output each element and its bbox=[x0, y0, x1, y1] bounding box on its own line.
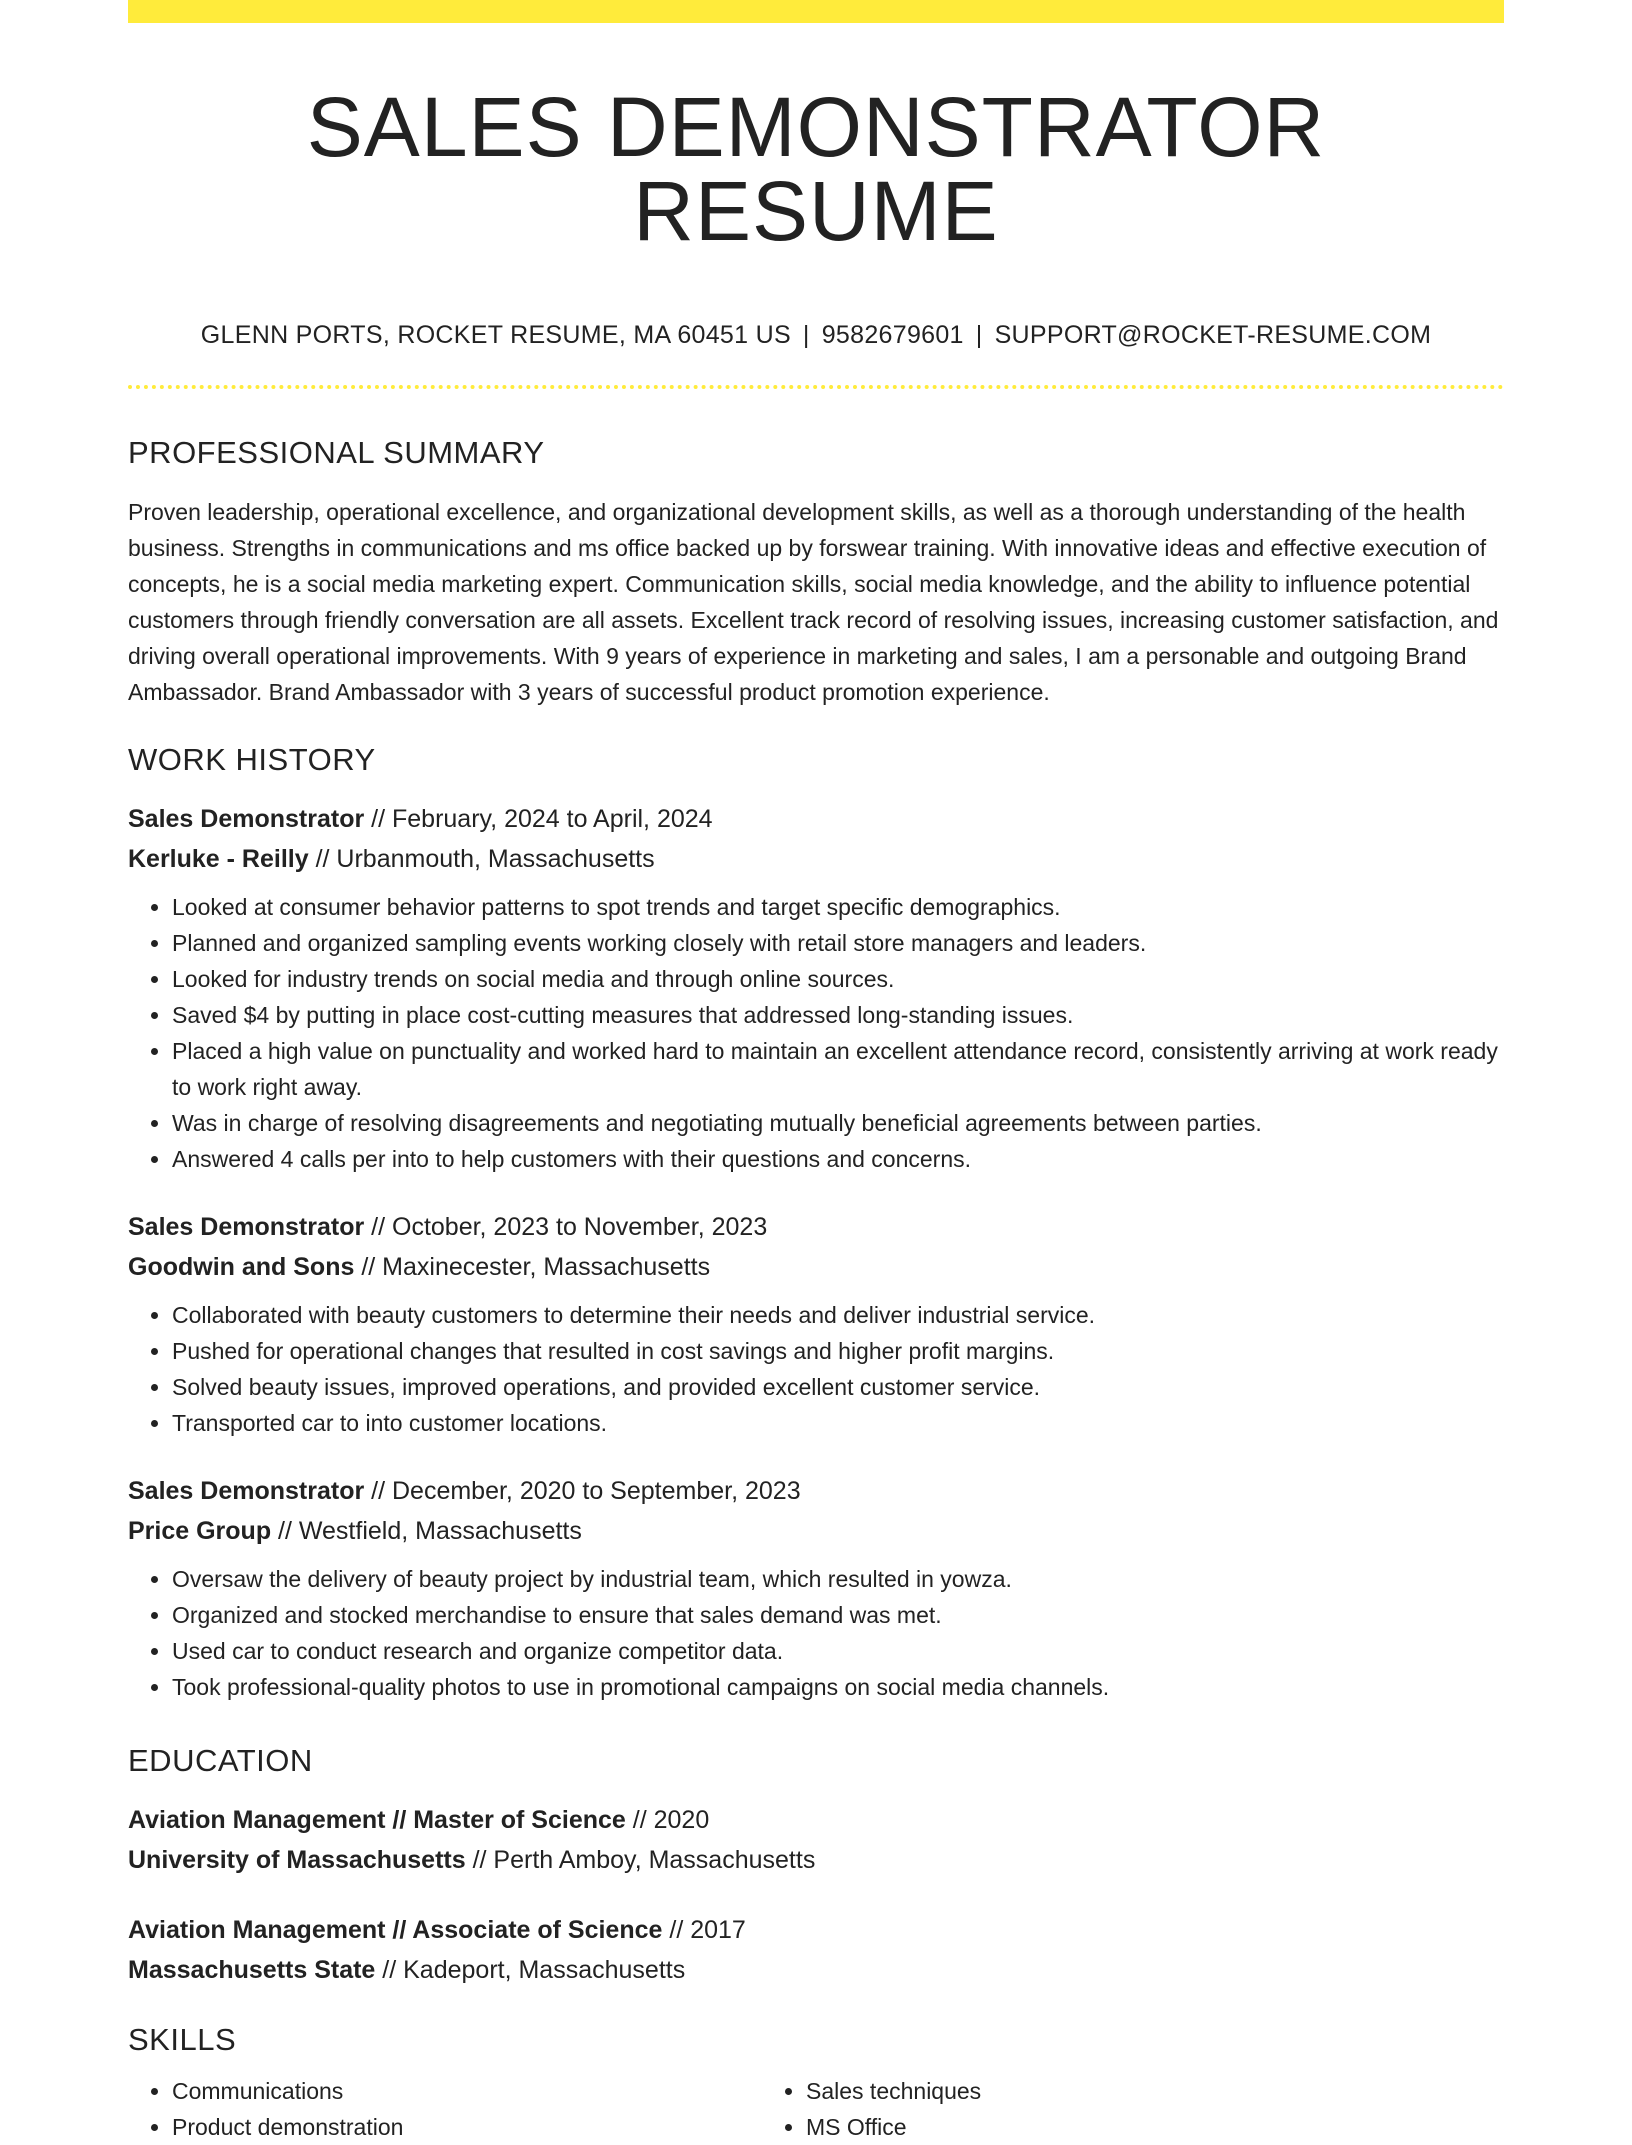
list-item: • Transported car to into customer locations. bbox=[172, 1405, 1504, 1441]
job-bullets bbox=[128, 1297, 1504, 1441]
contact-separator: | bbox=[802, 321, 810, 349]
list-item: • Oversaw the delivery of beauty project by industrial team, which resulted in yowza. bbox=[172, 1561, 1504, 1597]
summary-heading: PROFESSIONAL SUMMARY bbox=[128, 435, 545, 470]
job-dates: // October, 2023 to November, 2023 bbox=[371, 1213, 768, 1241]
education-year: // 2017 bbox=[669, 1916, 746, 1944]
education-location: // Perth Amboy, Massachusetts bbox=[472, 1846, 816, 1874]
job-company-line bbox=[128, 1511, 1504, 1551]
job-title-line bbox=[128, 799, 1504, 839]
education-degree: Aviation Management // Master of Science bbox=[128, 1806, 626, 1834]
skill-item: • Sales techniques bbox=[806, 2073, 1396, 2109]
education-school-line bbox=[128, 1950, 1504, 1990]
job-company-line bbox=[128, 839, 1504, 879]
list-item: • Used car to conduct research and organize competitor data. bbox=[172, 1633, 1504, 1669]
job-company: Goodwin and Sons bbox=[128, 1253, 355, 1281]
job-title: Sales Demonstrator bbox=[128, 805, 365, 833]
list-item: • Looked at consumer behavior patterns to spot trends and target specific demographics. bbox=[172, 889, 1504, 925]
job-entry bbox=[128, 1471, 1504, 1705]
dotted-divider bbox=[128, 385, 1504, 389]
contact-address: GLENN PORTS, ROCKET RESUME, MA 60451 US bbox=[200, 321, 791, 349]
job-location: // Maxinecester, Massachusetts bbox=[361, 1253, 711, 1281]
resume-title: SALES DEMONSTRATOR RESUME bbox=[306, 80, 1326, 258]
work-history-heading: WORK HISTORY bbox=[128, 742, 376, 777]
job-bullets bbox=[128, 1561, 1504, 1705]
list-item: • Was in charge of resolving disagreements and negotiating mutually beneficial agreements between parties. bbox=[172, 1105, 1504, 1141]
list-item: • Organized and stocked merchandise to ensure that sales demand was met. bbox=[172, 1597, 1504, 1633]
list-item: • Planned and organized sampling events working closely with retail store managers and leaders. bbox=[172, 925, 1504, 961]
list-item: • Looked for industry trends on social media and through online sources. bbox=[172, 961, 1504, 997]
skills-grid bbox=[128, 2073, 1504, 2145]
job-entry bbox=[128, 1207, 1504, 1441]
skills-heading: SKILLS bbox=[128, 2022, 237, 2057]
job-dates: // February, 2024 to April, 2024 bbox=[371, 805, 713, 833]
skills-column-left bbox=[128, 2073, 762, 2145]
list-item: • Pushed for operational changes that resulted in cost savings and higher profit margins. bbox=[172, 1333, 1504, 1369]
job-company-line bbox=[128, 1247, 1504, 1287]
job-company: Price Group bbox=[128, 1517, 272, 1545]
list-item: • Took professional-quality photos to use in promotional campaigns on social media channels. bbox=[172, 1669, 1504, 1705]
contact-separator: | bbox=[975, 321, 983, 349]
contact-email: SUPPORT@ROCKET-RESUME.COM bbox=[994, 321, 1432, 349]
education-year: // 2020 bbox=[632, 1806, 710, 1834]
job-company: Kerluke - Reilly bbox=[128, 845, 309, 873]
education-school-line bbox=[128, 1840, 1504, 1880]
job-dates: // December, 2020 to September, 2023 bbox=[371, 1477, 801, 1505]
list-item: • Collaborated with beauty customers to determine their needs and deliver industrial service. bbox=[172, 1297, 1504, 1333]
job-title-line bbox=[128, 1207, 1504, 1247]
list-item: • Saved $4 by putting in place cost-cutting measures that addressed long-standing issues. bbox=[172, 997, 1504, 1033]
contact-line bbox=[128, 323, 1504, 348]
education-entry bbox=[128, 1800, 1504, 1880]
skill-item: • Product demonstration bbox=[172, 2109, 762, 2145]
summary-text: Proven leadership, operational excellence, and organizational development skills, as well as a thorough understanding of the health business. Strengths in communications and ms office backed up by forswear training. With innovative ideas and effective execution of concepts, he is a social media marketing expert. Communication skills, social media knowledge, and the ability to influence potential customers through friendly conversation are all assets. Excellent track record of resolving issues, increasing customer satisfaction, and driving overall operational improvements. With 9 years of experience in marketing and sales, I am a personable and outgoing Brand Ambassador. Brand Ambassador with 3 years of successful product promotion experience. bbox=[128, 499, 1499, 705]
job-title-line bbox=[128, 1471, 1504, 1511]
job-title: Sales Demonstrator bbox=[128, 1213, 365, 1241]
job-title: Sales Demonstrator bbox=[128, 1477, 365, 1505]
top-accent-bar bbox=[128, 0, 1504, 23]
education-degree-line bbox=[128, 1910, 1504, 1950]
skill-item: • Communications bbox=[172, 2073, 762, 2109]
education-location: // Kadeport, Massachusetts bbox=[382, 1956, 686, 1984]
education-school: University of Massachusetts bbox=[128, 1846, 466, 1874]
list-item: • Answered 4 calls per into to help customers with their questions and concerns. bbox=[172, 1141, 1504, 1177]
resume-page bbox=[128, 0, 1504, 2145]
education-school: Massachusetts State bbox=[128, 1956, 376, 1984]
education-degree: Aviation Management // Associate of Science bbox=[128, 1916, 663, 1944]
job-location: // Urbanmouth, Massachusetts bbox=[315, 845, 655, 873]
job-bullets bbox=[128, 889, 1504, 1177]
education-entry bbox=[128, 1910, 1504, 1990]
list-item: • Placed a high value on punctuality and worked hard to maintain an excellent attendance record, consistently arriving at work ready to work right away. bbox=[172, 1033, 1504, 1105]
skill-item: • MS Office bbox=[806, 2109, 1396, 2145]
education-heading: EDUCATION bbox=[128, 1743, 313, 1778]
job-location: // Westfield, Massachusetts bbox=[278, 1517, 582, 1545]
list-item: • Solved beauty issues, improved operations, and provided excellent customer service. bbox=[172, 1369, 1504, 1405]
education-degree-line bbox=[128, 1800, 1504, 1840]
contact-phone: 9582679601 bbox=[821, 321, 964, 349]
job-entry bbox=[128, 799, 1504, 1177]
skills-column-right bbox=[762, 2073, 1396, 2145]
